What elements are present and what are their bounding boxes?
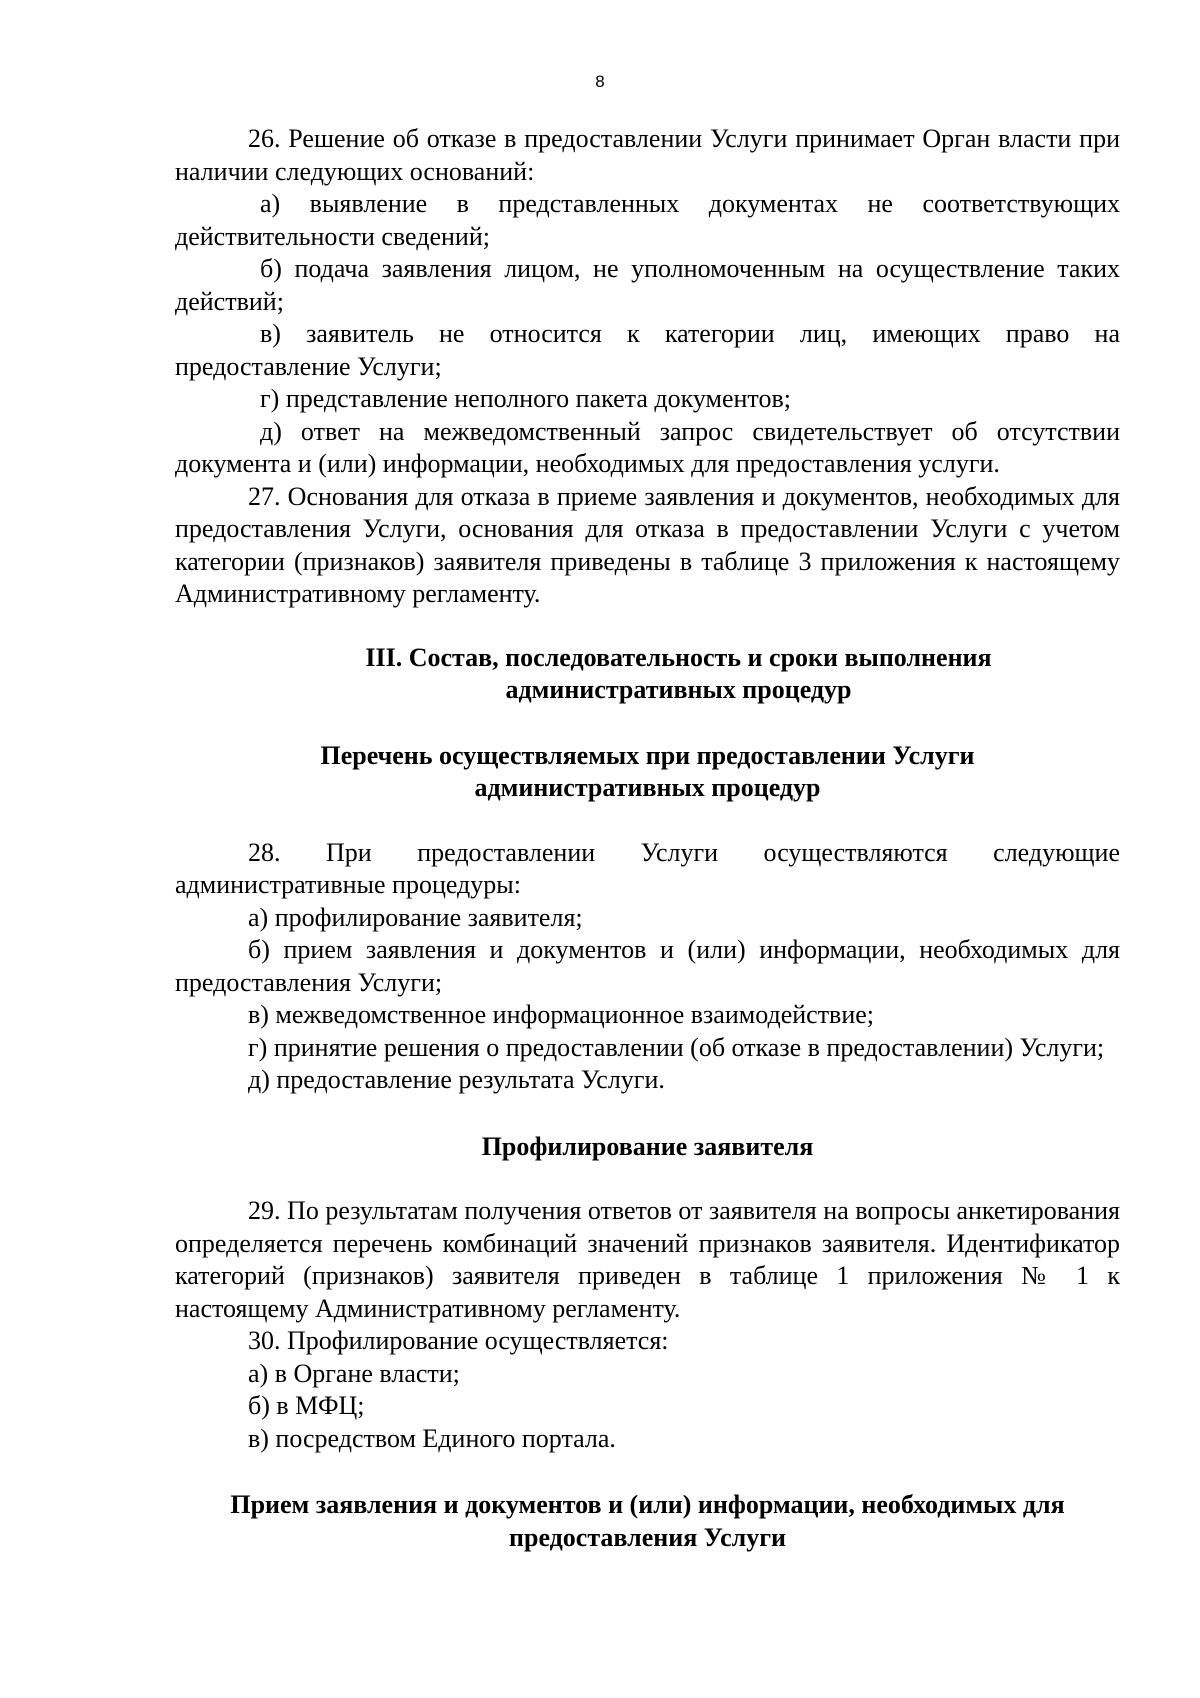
paragraph-28-item-v: в) межведомственное информационное взаимодействие; (248, 1000, 875, 1029)
paragraph-29: 29. По результатам получения ответов от заявителя на вопросы анкетирования определяется перечень комбинаций значений признаков заявителя. Идентификатор категорий (признаков) заявителя приведен в таблице 1 приложения № 1 к настоящему Административному регламенту. (175, 1196, 1120, 1323)
procedures-list-heading-line-2: административных процедур (474, 773, 821, 802)
procedures-list-heading-line-1: Перечень осуществляемых при предоставлении Услуги (320, 740, 975, 770)
paragraph-30-item-a: а) в Органе власти; (248, 1358, 460, 1388)
document-body (175, 123, 1120, 1554)
paragraph-30-item-v: в) посредством Единого портала. (248, 1423, 616, 1453)
procedures-list-heading (175, 740, 1120, 805)
paragraph-26-item-a: а) выявление в представленных документах не соответствующих действительности сведений; (175, 189, 1120, 251)
paragraph-26-item-b: б) подача заявления лицом, не уполномоченным на осуществление таких действий; (175, 254, 1120, 316)
paragraph-28: 28. При предоставлении Услуги осуществляются следующие административные процедуры: (175, 837, 1120, 899)
section-3-heading-line-2: административных процедур (505, 675, 852, 704)
paragraph-30-item-b: б) в МФЦ; (248, 1391, 365, 1420)
paragraph-28-item-a: а) профилирование заявителя; (248, 902, 583, 932)
section-3-heading (175, 642, 1120, 707)
paragraph-30: 30. Профилирование осуществляется: (248, 1326, 669, 1355)
paragraph-26-item-v: в) заявитель не относится к категории лиц, имеющих право на предоставление Услуги; (175, 319, 1120, 381)
paragraph-26-item-g: г) представление неполного пакета документов; (260, 384, 791, 413)
reception-heading-line-1: Прием заявления и документов и (или) информации, необходимых для (230, 1490, 1065, 1519)
paragraph-26-item-d: д) ответ на межведомственный запрос свидетельствует об отсутствии документа и (или) информации, необходимых для предоставления услуги. (175, 416, 1120, 478)
reception-heading (175, 1489, 1120, 1554)
paragraph-28-item-d: д) предоставление результата Услуги. (248, 1065, 665, 1094)
paragraph-28-item-g: г) принятие решения о предоставлении (об отказе в предоставлении) Услуги; (248, 1032, 1105, 1062)
page-number: 8 (595, 72, 605, 91)
paragraph-28-item-b: б) прием заявления и документов и (или) информации, необходимых для предоставления Услуги; (175, 935, 1120, 997)
paragraph-27: 27. Основания для отказа в приеме заявления и документов, необходимых для предоставления Услуги, основания для отказа в предоставлении Услуги с учетом категории (признаков) заявителя приведены в таблице 3 приложения к настоящему Административному регламенту. (175, 481, 1120, 608)
profiling-heading: Профилирование заявителя (481, 1131, 814, 1161)
paragraph-26: 26. Решение об отказе в предоставлении Услуги принимает Орган власти при наличии следующих оснований: (175, 124, 1120, 186)
section-3-heading-line-1: III. Состав, последовательность и сроки выполнения (365, 642, 992, 672)
reception-heading-line-2: предоставления Услуги (509, 1522, 786, 1552)
